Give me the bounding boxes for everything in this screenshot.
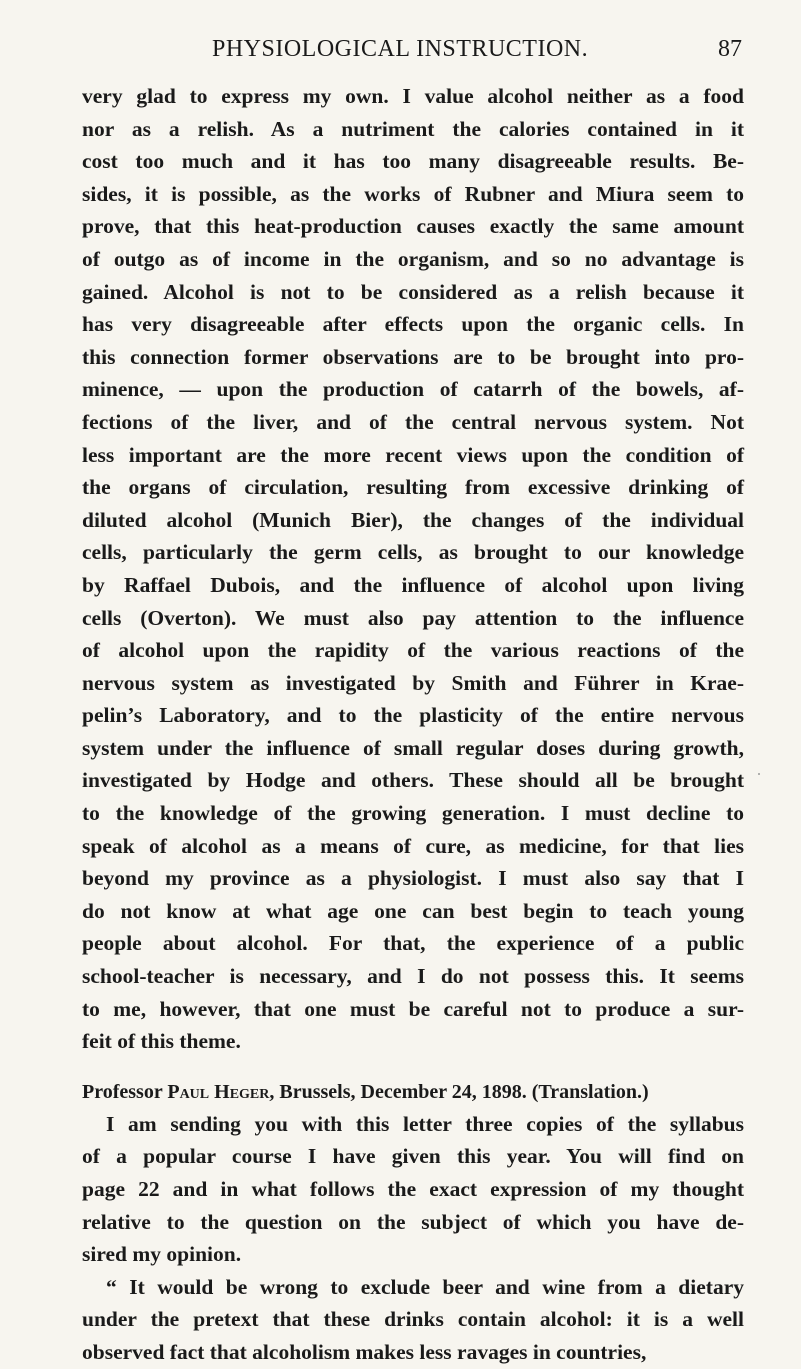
text-line: “ It would be wrong to exclude beer and wine from a dietary: [106, 1274, 744, 1299]
text-line: gained. Alcohol is not to be considered as a relish because it: [82, 279, 744, 304]
text-line: cost too much and it has too many disagreeable results. Be-: [82, 149, 744, 174]
paragraph-gap: [82, 1058, 744, 1076]
text-line: sides, it is possible, as the works of Rubner and Miura seem to: [82, 181, 744, 206]
text-line: under the pretext that these drinks contain alcohol: it is a well: [82, 1307, 744, 1332]
text-line: the organs of circulation, resulting from excessive drinking of: [82, 475, 744, 500]
letter-prefix: Professor: [82, 1080, 163, 1103]
text-line: by Raffael Dubois, and the influence of alcohol upon living: [82, 572, 744, 597]
text-line: relative to the question on the subject of which you have de-: [82, 1209, 744, 1234]
text-line: nor as a relish. As a nutriment the calories contained in it: [82, 116, 744, 141]
text-line: this connection former observations are to be brought into pro-: [82, 344, 744, 369]
running-head: [212, 36, 742, 66]
text-line: nervous system as investigated by Smith and Führer in Krae-: [82, 670, 744, 695]
text-line: very glad to express my own. I value alcohol neither as a food: [82, 84, 744, 108]
text-line: investigated by Hodge and others. These should all be brought: [82, 768, 744, 793]
paragraph-quotation: [82, 1271, 744, 1369]
text-line: I am sending you with this letter three copies of the syllabus: [106, 1111, 744, 1136]
text-line: speak of alcohol as a means of cure, as medicine, for that lies: [82, 833, 744, 858]
text-line: sired my opinion.: [82, 1242, 242, 1267]
text-line: minence, — upon the production of catarrh of the bowels, af-: [82, 377, 744, 402]
text-line: cells (Overton). We must also pay attention to the influence: [82, 605, 744, 630]
text-line: observed fact that alcoholism makes less ravages in countries,: [82, 1339, 647, 1364]
text-line: page 22 and in what follows the exact expression of my thought: [82, 1177, 744, 1201]
text-line: to me, however, that one must be careful not to produce a sur-: [82, 996, 744, 1021]
text-line: diluted alcohol (Munich Bier), the changes of the individual: [82, 507, 744, 532]
text-line: system under the influence of small regular doses during growth,: [82, 735, 744, 760]
text-line: school-teacher is necessary, and I do not possess this. It seems: [82, 964, 744, 989]
text-line: less important are the more recent views upon the condition of: [82, 442, 744, 467]
text-line: of a popular course I have given this year. You will find on: [82, 1144, 744, 1169]
text-line: of outgo as of income in the organism, and so no advantage is: [82, 246, 744, 271]
text-line: fections of the liver, and of the central nervous system. Not: [82, 409, 744, 434]
page-number: 87: [718, 36, 742, 62]
text-line: beyond my province as a physiologist. I must also say that I: [82, 866, 744, 891]
ink-speck: [758, 773, 760, 775]
paragraph-alcohol-physiology: [82, 80, 744, 1058]
running-title: PHYSIOLOGICAL INSTRUCTION.: [212, 36, 589, 62]
text-line: of alcohol upon the rapidity of the various reactions of the: [82, 638, 744, 663]
text-line: cells, particularly the germ cells, as brought to our knowledge: [82, 540, 744, 565]
text-line: has very disagreeable after effects upon the organic cells. In: [82, 312, 744, 337]
paragraph-syllabus: [82, 1108, 744, 1271]
text-line: do not know at what age one can best begin to teach young: [82, 898, 744, 923]
text-line: to the knowledge of the growing generation. I must decline to: [82, 801, 744, 826]
text-line: people about alcohol. For that, the experience of a public: [82, 931, 744, 956]
text-line: prove, that this heat-production causes exactly the same amount: [82, 214, 744, 239]
letter-place-date: , Brussels, December 24, 1898. (Translation.): [269, 1080, 649, 1103]
text-line: feit of this theme.: [82, 1029, 241, 1054]
letter-author: Paul Heger: [167, 1080, 270, 1103]
letter-heading: [82, 1076, 744, 1108]
text-block: [82, 80, 744, 1369]
text-line: pelin’s Laboratory, and to the plasticity of the entire nervous: [82, 703, 744, 728]
